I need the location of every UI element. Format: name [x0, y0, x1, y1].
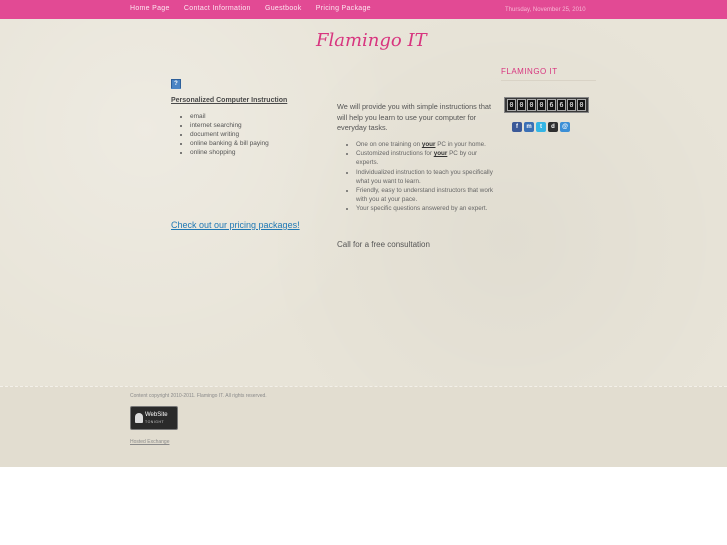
counter-digit: 0 — [527, 99, 536, 111]
badge-subtitle: TONIGHT — [145, 420, 165, 424]
list-item: • online banking & bill paying — [190, 139, 269, 148]
digg-icon[interactable]: @ — [560, 122, 570, 132]
footer — [0, 386, 727, 467]
list-item: • internet searching — [190, 121, 269, 130]
bullet-emphasis: your — [421, 141, 436, 148]
bullet-text: Customized instructions for — [356, 150, 434, 158]
counter-digit: 0 — [577, 99, 586, 111]
social-icons — [512, 122, 570, 132]
benefits-list — [346, 140, 496, 214]
list-item: • online shopping — [190, 148, 269, 157]
myspace-icon[interactable]: m — [524, 122, 534, 132]
bullet-text: PC by our experts. — [356, 150, 478, 167]
topic-list — [180, 112, 269, 157]
hosted-exchange-link[interactable]: Hosted Exchange — [130, 439, 170, 445]
list-item: • document writing — [190, 130, 269, 139]
counter-digit: 0 — [537, 99, 546, 111]
bullet-text: PC in your home. — [435, 141, 486, 148]
list-item: • email — [190, 112, 269, 121]
hit-counter[interactable] — [504, 97, 589, 113]
bullet-emphasis: your — [433, 150, 448, 158]
bullet-text: Your specific questions answered by an expert. — [356, 205, 488, 213]
copyright-text: Content copyright 2010-2011. Flamingo IT. All rights reserved. — [130, 393, 267, 399]
counter-digit: 6 — [557, 99, 566, 111]
sidebar-divider — [501, 80, 596, 81]
bullet-text: Individualized instruction to teach you specifically what you want to learn. — [356, 168, 493, 185]
main-nav — [130, 5, 383, 12]
sidebar-title: FLAMINGO IT — [501, 67, 558, 76]
nav-pricing-package[interactable]: Pricing Package — [315, 5, 371, 12]
counter-digit: 0 — [517, 99, 526, 111]
list-item — [356, 168, 496, 186]
twitter-icon[interactable]: t — [536, 122, 546, 132]
bullet-text: Friendly, easy to understand instructors that work with you at your pace. — [356, 187, 494, 204]
current-date: Thursday, November 25, 2010 — [505, 7, 586, 13]
counter-digit: 0 — [567, 99, 576, 111]
list-item — [356, 186, 496, 204]
top-navigation-bar — [0, 0, 727, 19]
instruction-heading: Personalized Computer Instruction — [171, 97, 288, 104]
delicious-icon[interactable]: d — [548, 122, 558, 132]
counter-digit: 6 — [547, 99, 556, 111]
nav-contact-information[interactable]: Contact Information — [183, 5, 251, 12]
list-item — [356, 140, 496, 149]
badge-logo-icon — [135, 413, 143, 423]
intro-paragraph: We will provide you with simple instructions that will help you learn to use your computer for everyday tasks. — [337, 102, 491, 132]
bullet-text: One on one training on — [356, 141, 422, 148]
consultation-text: Call for a free consultation — [337, 240, 430, 249]
pricing-packages-link[interactable]: Check out our pricing packages! — [171, 220, 300, 230]
nav-home-page[interactable]: Home Page — [130, 5, 170, 12]
nav-guestbook[interactable]: Guestbook — [264, 5, 302, 12]
badge-title: WebSite — [145, 412, 168, 418]
website-tonight-badge[interactable] — [130, 406, 178, 430]
facebook-icon[interactable]: f — [512, 122, 522, 132]
site-title[interactable]: Flamingo IT — [316, 30, 427, 51]
list-item — [356, 204, 496, 213]
help-icon-underline — [171, 88, 181, 89]
counter-digit: 0 — [507, 99, 516, 111]
help-icon[interactable]: ? — [171, 79, 181, 89]
list-item — [356, 149, 496, 167]
